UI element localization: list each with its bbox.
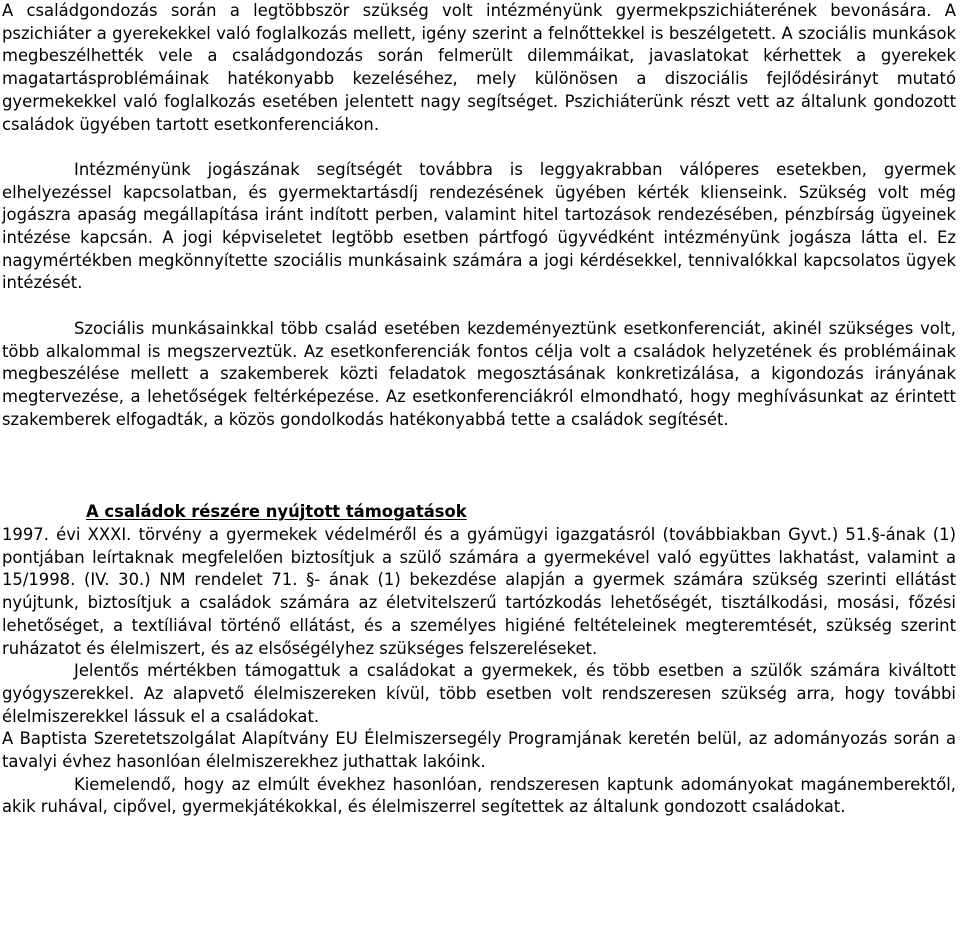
paragraph-legal-basis: 1997. évi XXXI. törvény a gyermekek védelméről és a gyámügyi igazgatásról (továbbiakban Gyvt.) 51.§-ának (1) pontjában leírtaknak megfelelően biztosítjuk a szülő számára a gyermekével való együttes lakhatást, valamint a 15/1998. (IV. 30.) NM rendelet 71. §- ának (1) bekezdése alapján a gyermek számára szükség szerinti ellátást nyújtunk, biztosítjuk a családok számára az életvitelszerű tartózkodás lehetőségét, tisztálkodási, mosási, főzési lehetőséget, a textíliával történő ellátást, és a személyes higiéné feltételeinek megteremtését, szükség szerint ruházatot és élelmiszert, és az elsőségélyhez szükséges felszereléseket.: [2, 525, 956, 658]
section-heading: A családok részére nyújtott támogatások: [86, 502, 467, 522]
paragraph-lawyer: Intézményünk jogászának segítségét továbbra is leggyakrabban válóperes esetekben, gyermek elhelyezéssel kapcsolatban, és gyermektartásdíj rendezésének ügyében kérték klienseink. Szükség volt még jogászra apaság megállapítása iránt indított perben, valamint hitel tartozások rendezésében, pénzbírság ügyeinek intézése kapcsán. A jogi képviseletet legtöbb esetben pártfogó ügyvédként intézményünk jogásza látta el. Ez nagymértékben megkönnyítette szociális munkásaink számára a jogi kérdésekkel, tennivalókkal kapcsolatos ügyek intézését.: [2, 159, 956, 293]
paragraph-spacer: [2, 136, 956, 159]
paragraph-spacer: [2, 295, 956, 318]
paragraph-donations: Kiemelendő, hogy az elmúlt évekhez hasonlóan, rendszeresen kaptunk adományokat magánemberektől, akik ruhával, cipővel, gyermekjátékokkal, és élelmiszerrel segítettek az általunk gondozott családokat.: [2, 774, 956, 817]
paragraph-baptist-aid: A Baptista Szeretetszolgálat Alapítvány EU Élelmiszersegély Programjának keretén belül, az adományozás során a tavalyi évhez hasonlóan élelmiszerekhez juthattak lakóink.: [2, 729, 956, 772]
paragraph-psychiatrist: A családgondozás során a legtöbbször szükség volt intézményünk gyermekpszichiáterének bevonására. A pszichiáter a gyerekekkel való foglalkozás mellett, igény szerint a felnőttekkel is beszélgetett. A szociális munkások megbeszélhették vele a családgondozás során felmerült dilemmáikat, javaslatokat kérhettek a gyerekek magatartásproblémáinak hatékonyabb kezeléséhez, mely különösen a diszociális fejlődésirányt mutató gyermekekkel való foglalkozás esetében jelentett nagy segítséget. Pszichiáterünk részt vett az általunk gondozott családok ügyében tartott esetkonferenciákon.: [2, 1, 956, 134]
section-spacer: [2, 431, 956, 466]
paragraph-case-conference: Szociális munkásainkkal több család esetében kezdeményeztünk esetkonferenciát, akinél szükséges volt, több alkalommal is megszerveztük. Az esetkonferenciák fontos célja volt a családok helyzetének és problémáinak megbeszélése mellett a szakemberek közti feladatok megosztásának konkretizálása, a kigondozás irányának megtervezése, a lehetőségek feltérképezése. Az esetkonferenciákról elmondható, hogy meghívásunkat az érintett szakemberek elfogadták, a közös gondolkodás hatékonyabbá tette a családok segítését.: [2, 318, 956, 429]
section-spacer: [2, 466, 956, 501]
paragraph-medication: Jelentős mértékben támogattuk a családokat a gyermekek, és több esetben a szülők számára kiváltott gyógyszerekkel. Az alapvető élelmiszereken kívül, több esetben volt rendszeresen szükség arra, hogy további élelmiszerekkel lássuk el a családokat.: [2, 661, 956, 726]
